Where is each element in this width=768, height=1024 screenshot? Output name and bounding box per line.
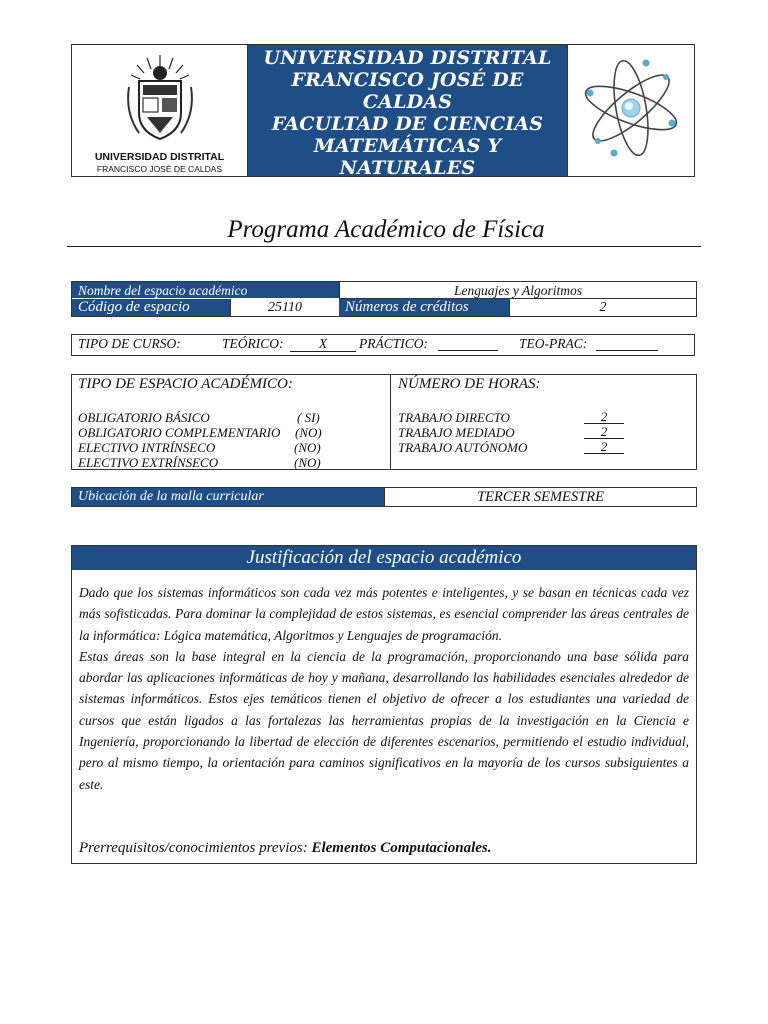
syllabus-header <box>71 44 695 201</box>
header-title-line: FRANCISCO JOSÉ DE CALDAS <box>291 69 524 113</box>
hours-item-label: TRABAJO AUTÓNOMO <box>398 440 528 455</box>
theoretical-value: X <box>290 336 356 352</box>
theoretical-label: TEÓRICO: <box>222 336 284 351</box>
space-type-item-label: ELECTIVO EXTRÍNSECO <box>78 455 219 470</box>
university-logo-cell <box>72 45 248 176</box>
space-type-item <box>78 455 328 470</box>
space-type-item-value: (NO) <box>295 425 322 440</box>
hours-title: NÚMERO DE HORAS: <box>398 376 541 392</box>
curriculum-location-value: TERCER SEMESTRE <box>384 488 696 506</box>
hours-item-label: TRABAJO DIRECTO <box>398 410 511 425</box>
space-type-item <box>78 440 328 455</box>
course-info-table <box>71 281 697 317</box>
course-name-label: Nombre del espacio académico <box>72 282 339 299</box>
justification-paragraph: Estas áreas son la base integral en la ciencia de la programación, proporcionando una base sólida para abordar las aplicaciones informáticas de hoy y mañana, desarrollando las habilidades esenciales alrededor de sistemas informáticos. Estos ejes temáticos tienen el objetivo de ofrecer a los estudiantes una variedad de cursos que están ligados a las fortalezas las herramientas propias de la investigación en la Ciencia e Ingeniería, proporcionando la libertad de elección de diferentes escenarios, permitiendo el estudio individual, pero al mismo tiempo, la orientación para caminos significativos en la mayoría de los cursos subsiguientes a este. <box>79 648 689 792</box>
space-type-item-label: OBLIGATORIO BÁSICO <box>78 410 210 425</box>
space-type-item-value: (NO) <box>294 455 321 470</box>
hours-item <box>398 440 638 455</box>
credits-label: Números de créditos <box>339 299 509 316</box>
header-title-line: FACULTAD DE CIENCIAS <box>271 113 544 135</box>
logo-text-primary: UNIVERSIDAD DISTRITAL <box>94 151 225 163</box>
header-title-line: MATEMÁTICAS Y NATURALES <box>313 135 502 179</box>
space-type-item <box>78 425 328 440</box>
space-type-and-hours-box <box>71 374 697 470</box>
prerequisites-label: Prerrequisitos/conocimientos previos: <box>79 840 308 856</box>
course-name-value: Lenguajes y Algoritmos <box>339 282 696 299</box>
course-type-label: TIPO DE CURSO: <box>78 336 181 351</box>
hours-item <box>398 410 638 425</box>
title-divider <box>67 246 701 247</box>
header-title-line: UNIVERSIDAD DISTRITAL <box>263 47 552 69</box>
hours-item-label: TRABAJO MEDIADO <box>398 425 515 440</box>
space-type-list <box>78 410 328 470</box>
header-title-line: SYLLABUS <box>349 179 466 201</box>
space-type-item <box>78 410 328 425</box>
space-type-item-label: ELECTIVO INTRÍNSECO <box>78 440 216 455</box>
column-divider <box>390 375 391 469</box>
prerequisites-value: Elementos Computacionales. <box>311 840 492 856</box>
prerequisites-line <box>79 840 689 857</box>
hours-item-value: 2 <box>584 410 624 424</box>
course-code-value: 25110 <box>230 299 339 316</box>
space-type-item-label: OBLIGATORIO COMPLEMENTARIO <box>78 425 281 440</box>
theo-practical-value-blank <box>596 350 658 351</box>
course-type-row <box>71 334 695 356</box>
hours-item-value: 2 <box>584 440 624 454</box>
hours-list <box>398 410 638 455</box>
hours-item <box>398 425 638 440</box>
space-type-item-value: (NO) <box>294 440 321 455</box>
justification-body <box>79 582 689 795</box>
theo-practical-label: TEO-PRAC: <box>519 336 588 351</box>
practical-label: PRÁCTICO: <box>359 336 428 351</box>
header-title-cell <box>248 45 568 201</box>
hours-item-value: 2 <box>584 425 624 439</box>
justification-title: Justificación del espacio académico <box>72 546 696 570</box>
space-type-title: TIPO DE ESPACIO ACADÉMICO: <box>78 376 293 392</box>
page-title: Programa Académico de Física <box>227 216 545 243</box>
curriculum-location-row <box>71 487 697 507</box>
atom-image-cell <box>568 45 694 176</box>
course-code-label: Código de espacio <box>72 299 230 316</box>
practical-value-blank <box>438 350 498 351</box>
credits-value: 2 <box>509 299 696 316</box>
atom-icon <box>576 53 686 163</box>
justification-section <box>71 545 697 864</box>
university-seal-icon <box>125 53 195 145</box>
curriculum-location-label: Ubicación de la malla curricular <box>72 488 384 506</box>
logo-text-secondary: FRANCISCO JOSÉ DE CALDAS <box>96 164 223 174</box>
space-type-item-value: ( SI) <box>297 410 320 425</box>
justification-paragraph: Dado que los sistemas informáticos son cada vez más potentes e inteligentes, y se basan en técnicas cada vez más sofisticadas. Para dominar la complejidad de estos sistemas, es esencial comprender las áreas centrales de la informática: Lógica matemática, Algoritmos y Lenguajes de programación. <box>79 585 689 643</box>
